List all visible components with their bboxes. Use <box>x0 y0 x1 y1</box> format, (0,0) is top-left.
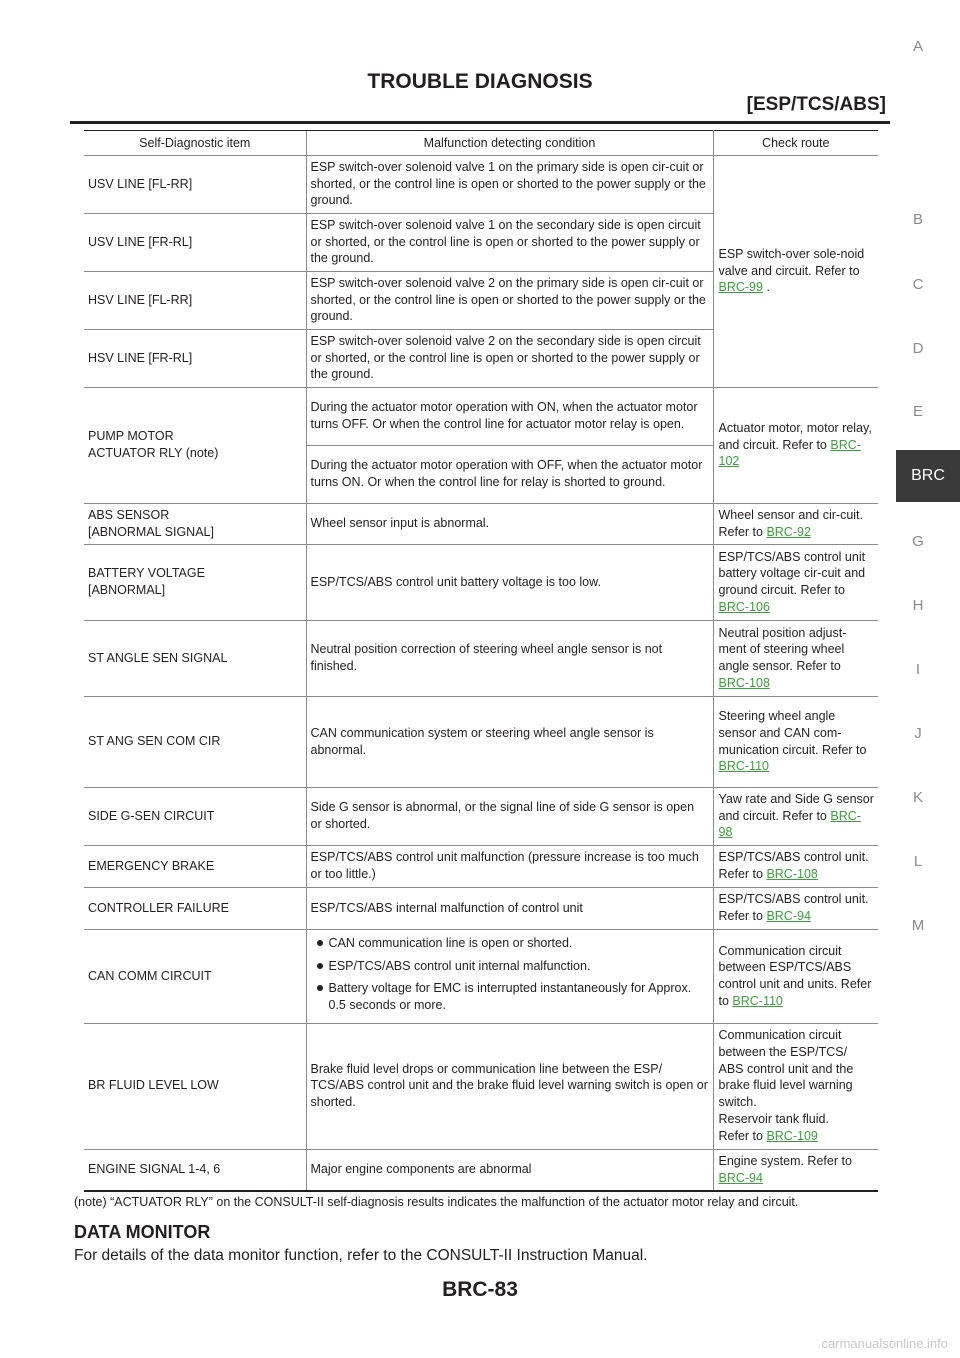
diag-item: ST ANG SEN COM CIR <box>84 697 306 788</box>
check-route-text: ESP/TCS/ABS control unit. Refer to <box>718 850 869 881</box>
diag-item: BR FLUID LEVEL LOW <box>84 1023 306 1149</box>
diag-condition: Neutral position correction of steering wheel angle sensor is not finished. <box>306 621 713 697</box>
column-header: Malfunction detecting condition <box>306 131 713 156</box>
section-heading: DATA MONITOR <box>74 1222 211 1242</box>
diag-condition: Wheel sensor input is abnormal. <box>306 504 713 545</box>
diag-condition: During the actuator motor operation with OFF, when the actuator motor turns ON. Or when the control line for relay is shorted to ground. <box>306 446 713 504</box>
side-index-letter[interactable]: I <box>915 661 921 678</box>
page-title: TROUBLE DIAGNOSIS <box>367 70 593 93</box>
diag-condition: ESP/TCS/ABS control unit battery voltage is too low. <box>306 545 713 621</box>
diag-item: CAN COMM CIRCUIT <box>84 930 306 1024</box>
table-row <box>84 1149 878 1191</box>
table-row <box>84 1023 878 1149</box>
diag-condition: ESP switch-over solenoid valve 1 on the secondary side is open circuit or shorted, or the control line is open or shorted to the power supply or the ground. <box>306 214 713 272</box>
check-route <box>713 388 878 504</box>
section-body-text: For details of the data monitor function, refer to the CONSULT-II Instruction Manual. <box>74 1247 648 1264</box>
diag-condition: Brake fluid level drops or communication line between the ESP/ TCS/ABS control unit and the brake fluid level warning switch is open or shorted. <box>306 1023 713 1149</box>
list-item: ESP/TCS/ABS control unit internal malfunction. <box>311 958 709 975</box>
check-route-text: Actuator motor, motor relay, and circuit. Refer to <box>718 420 872 452</box>
diag-item: HSV LINE [FR-RL] <box>84 330 306 388</box>
check-route-text: Steering wheel angle sensor and CAN com-munication circuit. Refer to <box>718 709 867 757</box>
table-row <box>84 545 878 621</box>
check-route <box>713 888 878 930</box>
diag-condition: Side G sensor is abnormal, or the signal line of side G sensor is open or shorted. <box>306 788 713 846</box>
diag-condition: ESP switch-over solenoid valve 2 on the primary side is open cir-cuit or shorted, or the control line is open or shorted to the power supply or the ground. <box>306 272 713 330</box>
diag-item: PUMP MOTOR ACTUATOR RLY (note) <box>84 388 306 504</box>
column-header: Self-Diagnostic item <box>84 131 306 156</box>
side-index-letter[interactable]: B <box>912 211 923 228</box>
check-route-link[interactable]: BRC-110 <box>732 993 783 1008</box>
side-index-letter[interactable]: J <box>914 725 922 742</box>
check-route-link[interactable]: BRC-108 <box>766 867 818 881</box>
watermark-text: carmanualsonline.info <box>821 1336 948 1351</box>
table-row <box>84 888 878 930</box>
check-route <box>713 504 878 545</box>
side-index-letter[interactable]: D <box>912 340 924 357</box>
side-index-letter[interactable]: G <box>912 533 924 550</box>
table-row <box>84 388 878 446</box>
diag-item: HSV LINE [FL-RR] <box>84 272 306 330</box>
diag-condition: ESP switch-over solenoid valve 2 on the secondary side is open circuit or shorted, or the control line is open or shorted to the power supply or the ground. <box>306 330 713 388</box>
table-row <box>84 697 878 788</box>
table-row <box>84 846 878 888</box>
check-route <box>713 930 878 1024</box>
check-route-suffix: . <box>762 280 770 295</box>
diag-condition: Major engine components are abnormal <box>306 1149 713 1191</box>
check-route <box>713 156 878 388</box>
diag-condition: ESP/TCS/ABS internal malfunction of control unit <box>306 888 713 930</box>
diag-condition <box>306 930 713 1024</box>
side-index-tab-brc[interactable]: BRC <box>896 450 960 502</box>
check-route-text: ESP/TCS/ABS control unit. Refer to <box>718 892 869 923</box>
side-index-letter[interactable]: A <box>912 38 923 55</box>
table-header-row <box>84 131 878 156</box>
side-index-letter[interactable]: K <box>912 789 923 806</box>
self-diagnostic-table <box>84 130 878 1192</box>
diag-item: EMERGENCY BRAKE <box>84 846 306 888</box>
side-index-letter[interactable]: H <box>912 597 924 614</box>
check-route-link[interactable]: BRC-99 <box>718 280 763 295</box>
table-row <box>84 788 878 846</box>
check-route-text: Wheel sensor and cir-cuit. Refer to <box>718 507 864 539</box>
check-route <box>713 788 878 846</box>
diag-item: ABS SENSOR [ABNORMAL SIGNAL] <box>84 504 306 545</box>
check-route-link[interactable]: BRC-110 <box>718 759 769 774</box>
check-route-link[interactable]: BRC-106 <box>718 599 770 614</box>
diag-item: CONTROLLER FAILURE <box>84 888 306 930</box>
page-subtitle: [ESP/TCS/ABS] <box>746 94 886 115</box>
diag-item: USV LINE [FL-RR] <box>84 156 306 214</box>
table-footnote: (note) “ACTUATOR RLY” on the CONSULT-II self-diagnosis results indicates the malfunction of the actuator motor relay and circuit. <box>74 1195 799 1209</box>
list-item: Battery voltage for EMC is interrupted instantaneously for Approx. 0.5 seconds or more. <box>311 980 709 1013</box>
header-rule <box>70 121 890 124</box>
diag-condition: CAN communication system or steering wheel angle sensor is abnormal. <box>306 697 713 788</box>
check-route <box>713 697 878 788</box>
diag-item: BATTERY VOLTAGE [ABNORMAL] <box>84 545 306 621</box>
check-route-text: Yaw rate and Side G sensor and circuit. Refer to <box>718 791 874 823</box>
check-route-link[interactable]: BRC-102 <box>718 437 861 469</box>
diag-condition: During the actuator motor operation with ON, when the actuator motor turns OFF. Or when the control line for actuator motor relay is open. <box>306 388 713 446</box>
check-route-text: ESP switch-over sole-noid valve and circuit. Refer to <box>718 246 865 278</box>
table-row <box>84 930 878 1024</box>
check-route <box>713 1149 878 1191</box>
column-header: Check route <box>713 131 878 156</box>
side-index-letter[interactable]: E <box>912 403 923 420</box>
side-index-letter[interactable]: M <box>911 917 925 934</box>
side-index-letter[interactable]: C <box>912 276 924 293</box>
diag-item: ENGINE SIGNAL 1-4, 6 <box>84 1149 306 1191</box>
check-route-link[interactable]: BRC-108 <box>718 675 770 690</box>
diag-item: SIDE G-SEN CIRCUIT <box>84 788 306 846</box>
check-route-text: ESP/TCS/ABS control unit battery voltage cir-cuit and ground circuit. Refer to <box>718 549 866 597</box>
side-index-letter[interactable]: L <box>913 853 923 870</box>
diag-item: USV LINE [FR-RL] <box>84 214 306 272</box>
table-row <box>84 621 878 697</box>
table-row <box>84 156 878 214</box>
check-route <box>713 846 878 888</box>
diag-condition: ESP switch-over solenoid valve 1 on the primary side is open cir-cuit or shorted, or the control line is open or shorted to the power supply or the ground. <box>306 156 713 214</box>
check-route-text: Engine system. Refer to <box>718 1153 852 1168</box>
page-number: BRC-83 <box>442 1278 518 1301</box>
check-route-link[interactable]: BRC-92 <box>766 524 811 539</box>
diag-condition: ESP/TCS/ABS control unit malfunction (pressure increase is too much or too little.) <box>306 846 713 888</box>
check-route-text: Communication circuit between ESP/TCS/ABS control unit and units. Refer to <box>718 943 872 1008</box>
table-row <box>84 504 878 545</box>
condition-bullet-list <box>311 935 709 1014</box>
check-route <box>713 1023 878 1149</box>
check-route-link[interactable]: BRC-94 <box>766 909 811 923</box>
check-route-link[interactable]: BRC-98 <box>718 808 861 840</box>
check-route-text: Communication circuit between the ESP/TCS/ ABS control unit and the brake fluid level warning switch. Reservoir tank fluid. Refer to <box>718 1028 854 1143</box>
check-route-link[interactable]: BRC-109 <box>766 1128 818 1143</box>
diag-item: ST ANGLE SEN SIGNAL <box>84 621 306 697</box>
check-route <box>713 545 878 621</box>
check-route-text: Neutral position adjust-ment of steering wheel angle sensor. Refer to <box>718 625 847 673</box>
list-item: CAN communication line is open or shorted. <box>311 935 709 952</box>
check-route-link[interactable]: BRC-94 <box>718 1170 763 1185</box>
check-route <box>713 621 878 697</box>
